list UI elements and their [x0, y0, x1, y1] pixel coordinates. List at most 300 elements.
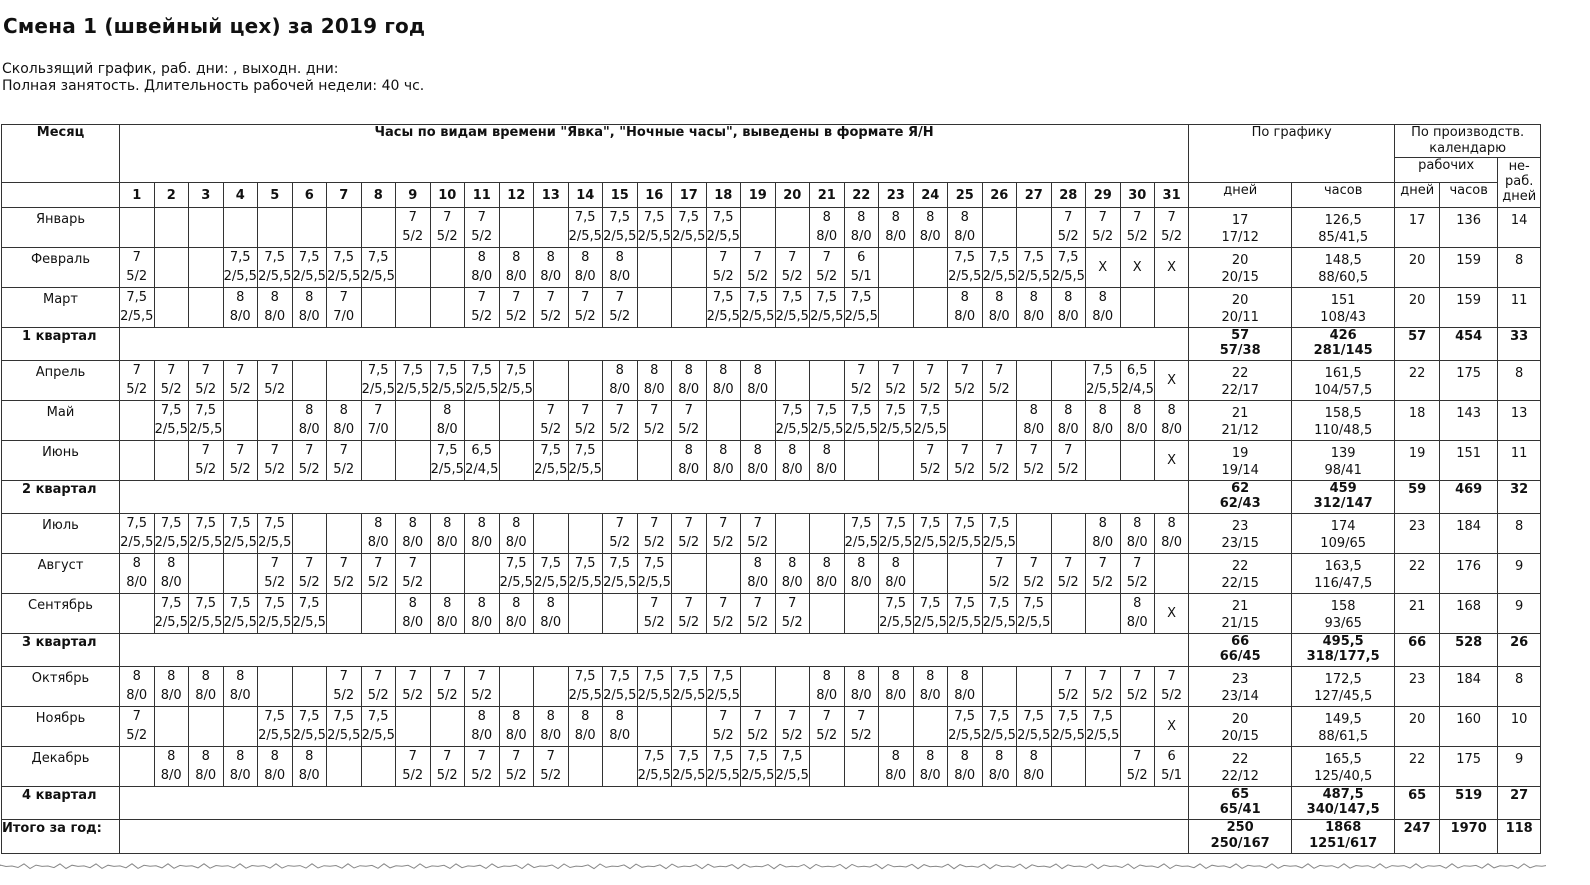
day-cell: [189, 401, 224, 441]
cal-days: 21: [1395, 594, 1440, 634]
day-cell: [568, 554, 603, 594]
day-number: 19: [741, 183, 776, 208]
value-bottom: 2/5,5: [844, 309, 878, 324]
value-bottom: 2/5,5: [1017, 615, 1051, 630]
value-top: 7: [270, 443, 279, 458]
value-top: 7,5: [954, 596, 976, 611]
nonwork: 8: [1498, 248, 1541, 288]
day-cell: [672, 361, 707, 401]
value-top: [879, 288, 913, 308]
value-top: 7,5: [505, 556, 527, 571]
value-top: 8: [1098, 290, 1107, 305]
day-cell: [223, 248, 258, 288]
cal-days: 19: [1395, 441, 1440, 481]
sched-hours: [1292, 248, 1395, 288]
sched-days: [1189, 208, 1292, 248]
value-top: [189, 208, 223, 228]
day-cell: [1051, 747, 1086, 787]
day-cell: [361, 667, 396, 707]
value-top: 7: [1133, 210, 1142, 225]
value-top: 8: [615, 250, 624, 265]
value-bottom: [431, 727, 465, 745]
month-header-spacer: [2, 183, 120, 208]
sched-hours: [1292, 288, 1395, 328]
value-top: [1017, 667, 1051, 687]
value-bottom: [396, 268, 430, 286]
day-cell: [499, 208, 534, 248]
value-bottom: 2/5,5: [810, 422, 844, 437]
value-bottom: 104/57,5: [1314, 383, 1373, 398]
nonwork: 11: [1498, 288, 1541, 328]
value-bottom: 8/0: [367, 535, 389, 550]
value-top: 7: [167, 363, 176, 378]
value-bottom: [327, 534, 361, 552]
value-bottom: [258, 687, 292, 705]
value-top: 7,5: [609, 669, 631, 684]
value-bottom: 2/5,5: [430, 382, 464, 397]
value-bottom: [1155, 574, 1188, 592]
day-cell: [292, 667, 327, 707]
value-top: 7,5: [402, 363, 424, 378]
value-top: [258, 401, 292, 421]
value-top: 8: [891, 556, 900, 571]
day-cell: [396, 288, 431, 328]
value-top: 8: [477, 250, 486, 265]
value-bottom: 5/2: [885, 382, 907, 397]
value-top: [500, 401, 534, 421]
value-bottom: 8/0: [264, 768, 286, 783]
value-bottom: 2/5,5: [430, 462, 464, 477]
day-cell: [672, 441, 707, 481]
value-top: [362, 208, 396, 228]
day-cell: [258, 248, 293, 288]
value-bottom: 8/0: [954, 229, 976, 244]
day-cell: [534, 707, 569, 747]
value-bottom: 5/2: [436, 229, 458, 244]
value-bottom: [500, 421, 534, 439]
value-top: 1868: [1325, 820, 1362, 835]
value-bottom: [534, 228, 568, 246]
value-top: 7,5: [988, 709, 1010, 724]
value-top: [258, 667, 292, 687]
value-top: [1017, 514, 1051, 534]
value-top: 7: [615, 403, 624, 418]
value-bottom: [879, 461, 913, 479]
value-top: 8: [995, 290, 1004, 305]
value-top: 7: [926, 363, 935, 378]
day-cell: [534, 441, 569, 481]
value-top: 7,5: [160, 516, 182, 531]
value-top: 7: [1098, 669, 1107, 684]
value-top: [1086, 441, 1120, 461]
value-bottom: [707, 574, 741, 592]
value-bottom: 2/5,5: [1017, 269, 1051, 284]
value-top: 7: [960, 443, 969, 458]
day-cell: [1086, 288, 1121, 328]
value-bottom: [776, 381, 810, 399]
value-bottom: 8/0: [816, 462, 838, 477]
value-bottom: [534, 687, 568, 705]
day-cell: [120, 554, 155, 594]
day-number: 8: [361, 183, 396, 208]
value-top: 7: [684, 596, 693, 611]
value-bottom: [224, 574, 258, 592]
value-bottom: 8/0: [609, 728, 631, 743]
day-cell: [361, 514, 396, 554]
value-top: 8: [822, 210, 831, 225]
value-top: 7,5: [505, 363, 527, 378]
day-cell: [982, 208, 1017, 248]
value-bottom: 8/0: [505, 535, 527, 550]
day-number: 3: [189, 183, 224, 208]
value-bottom: [983, 687, 1017, 705]
value-bottom: 116/47,5: [1314, 576, 1373, 591]
value-bottom: 5/1: [1161, 768, 1183, 783]
day-cell: [534, 248, 569, 288]
value-top: 7,5: [816, 290, 838, 305]
value-top: [396, 707, 430, 727]
value-bottom: 2/5,5: [223, 269, 257, 284]
value-bottom: 2/5,5: [603, 688, 637, 703]
value-bottom: 20/11: [1221, 310, 1259, 325]
value-bottom: 8/0: [850, 229, 872, 244]
day-cell: [120, 441, 155, 481]
day-cell: [810, 361, 845, 401]
day-cell: [430, 401, 465, 441]
total-cal-hours: 1970: [1440, 820, 1498, 854]
value-bottom: 5/2: [402, 229, 424, 244]
value-top: 8: [1098, 403, 1107, 418]
day-number: 2: [154, 183, 189, 208]
value-bottom: 8/0: [1092, 422, 1114, 437]
day-cell: [844, 361, 879, 401]
day-cell: [948, 667, 983, 707]
value-top: 21: [1231, 406, 1249, 421]
value-bottom: 8/0: [1023, 422, 1045, 437]
value-top: [672, 288, 706, 308]
value-top: 7,5: [919, 596, 941, 611]
day-cell: [534, 747, 569, 787]
value-top: 22: [1231, 752, 1249, 767]
value-bottom: 2/5,5: [706, 688, 740, 703]
day-cell: [775, 441, 810, 481]
value-top: 8: [684, 363, 693, 378]
day-cell: [637, 361, 672, 401]
day-cell: [844, 707, 879, 747]
value-bottom: 8/0: [1057, 309, 1079, 324]
value-bottom: 8/0: [505, 728, 527, 743]
value-top: 7: [1167, 210, 1176, 225]
sched-hours: [1292, 554, 1395, 594]
day-cell: [982, 288, 1017, 328]
value-bottom: 5/2: [1161, 229, 1183, 244]
nonwork: 9: [1498, 594, 1541, 634]
value-bottom: 98/41: [1324, 463, 1362, 478]
value-top: [1155, 554, 1188, 574]
value-bottom: [569, 614, 603, 632]
day-cell: [672, 667, 707, 707]
day-cell: [1051, 667, 1086, 707]
value-bottom: [672, 268, 706, 286]
day-cell: [810, 594, 845, 634]
value-bottom: 8/0: [678, 462, 700, 477]
value-top: 7: [443, 669, 452, 684]
value-top: 174: [1330, 519, 1356, 534]
page-title: Смена 1 (швейный цех) за 2019 год: [3, 14, 426, 38]
total-cal-days: 247: [1395, 820, 1440, 854]
sched-hours: [1292, 361, 1395, 401]
value-top: 8: [857, 669, 866, 684]
quarter-sched-days: [1189, 328, 1292, 361]
value-bottom: 8/0: [195, 688, 217, 703]
value-bottom: 5/2: [747, 269, 769, 284]
value-bottom: 5/2: [298, 462, 320, 477]
total-sched-days: [1189, 820, 1292, 854]
value-top: [810, 361, 844, 381]
value-top: 8: [305, 749, 314, 764]
value-top: 8: [753, 556, 762, 571]
day-cell: [810, 208, 845, 248]
value-top: [327, 514, 361, 534]
day-cell: [327, 288, 362, 328]
day-cell: [189, 248, 224, 288]
day-cell: [879, 707, 914, 747]
value-top: 7,5: [264, 516, 286, 531]
value-top: [327, 594, 361, 614]
value-top: 7: [236, 443, 245, 458]
day-cell: [258, 514, 293, 554]
day-cell: [361, 554, 396, 594]
value-bottom: 5/2: [1092, 229, 1114, 244]
value-top: 8: [960, 210, 969, 225]
day-cell: [879, 667, 914, 707]
value-bottom: 5/2: [919, 382, 941, 397]
sched-days: [1189, 288, 1292, 328]
value-top: [776, 667, 810, 687]
value-top: [1052, 514, 1086, 534]
value-bottom: 2/5,5: [189, 535, 223, 550]
value-top: 7,5: [160, 403, 182, 418]
value-bottom: [1121, 727, 1155, 745]
value-bottom: [362, 461, 396, 479]
day-cell: [810, 441, 845, 481]
value-bottom: [1017, 381, 1051, 399]
value-bottom: [224, 228, 258, 246]
day-number: 11: [465, 183, 500, 208]
value-bottom: 8/0: [126, 575, 148, 590]
value-bottom: 8/0: [402, 535, 424, 550]
value-bottom: 5/2: [333, 575, 355, 590]
day-cell: [327, 208, 362, 248]
value-bottom: 5/2: [160, 382, 182, 397]
value-top: 7,5: [643, 749, 665, 764]
day-cell: [706, 248, 741, 288]
value-top: [914, 288, 948, 308]
day-cell: [361, 594, 396, 634]
value-bottom: 5/2: [1126, 575, 1148, 590]
value-top: 7,5: [678, 669, 700, 684]
value-top: 8: [891, 749, 900, 764]
value-top: [672, 707, 706, 727]
day-cell: [1155, 361, 1189, 401]
day-cell: [189, 288, 224, 328]
hours-header: Часы по видам времени "Явка", "Ночные часы", выведены в формате Я/Н: [120, 125, 1189, 183]
value-top: 7,5: [885, 596, 907, 611]
value-top: [500, 208, 534, 228]
month-header: Месяц: [2, 125, 120, 183]
value-top: [1121, 288, 1155, 308]
day-cell: [637, 401, 672, 441]
quarter-row: [2, 787, 1541, 820]
value-bottom: 2/5,5: [1086, 382, 1120, 397]
quarter-row: [2, 328, 1541, 361]
day-cell: [223, 361, 258, 401]
value-bottom: 5/2: [333, 462, 355, 477]
value-bottom: 2/5,5: [258, 269, 292, 284]
day-cell: [982, 248, 1017, 288]
value-bottom: 2/5,5: [672, 768, 706, 783]
day-cell: [292, 401, 327, 441]
value-top: 8: [1029, 290, 1038, 305]
value-bottom: 2/5,5: [948, 615, 982, 630]
value-top: 7: [1098, 210, 1107, 225]
month-row: [2, 441, 1541, 481]
value-top: 7: [650, 596, 659, 611]
value-bottom: 2/5,5: [982, 269, 1016, 284]
day-cell: [1120, 514, 1155, 554]
day-cell: [1017, 401, 1052, 441]
day-cell: [120, 288, 155, 328]
value-bottom: [672, 727, 706, 745]
sched-days: [1189, 747, 1292, 787]
day-cell: [948, 707, 983, 747]
day-number: 14: [568, 183, 603, 208]
value-top: [914, 707, 948, 727]
value-bottom: 8/0: [781, 575, 803, 590]
day-cell: [154, 288, 189, 328]
day-cell: [499, 747, 534, 787]
day-cell: [603, 208, 638, 248]
value-top: 7,5: [712, 669, 734, 684]
value-bottom: 5/2: [643, 615, 665, 630]
day-cell: [568, 401, 603, 441]
value-bottom: 8/0: [1161, 422, 1183, 437]
value-top: 7,5: [954, 516, 976, 531]
day-cell: [568, 361, 603, 401]
day-cell: [430, 514, 465, 554]
value-bottom: [396, 421, 430, 439]
day-cell: [1051, 441, 1086, 481]
value-top: [603, 594, 637, 614]
value-top: 8: [512, 516, 521, 531]
value-bottom: [810, 767, 844, 785]
value-top: 17: [1231, 213, 1249, 228]
value-bottom: 8/0: [609, 382, 631, 397]
value-top: 8: [236, 669, 245, 684]
value-top: 7: [339, 556, 348, 571]
value-top: [431, 707, 465, 727]
day-number: 5: [258, 183, 293, 208]
value-bottom: [155, 268, 189, 286]
value-top: 7,5: [195, 596, 217, 611]
value-bottom: 8/0: [229, 688, 251, 703]
day-number: 15: [603, 183, 638, 208]
value-bottom: 5/2: [229, 382, 251, 397]
day-cell: [913, 401, 948, 441]
value-bottom: 5/2: [781, 728, 803, 743]
value-bottom: 2/5,5: [913, 422, 947, 437]
quarter-cal-hours: 528: [1440, 634, 1498, 667]
day-number: 22: [844, 183, 879, 208]
day-cell: [1051, 707, 1086, 747]
day-cell: [189, 514, 224, 554]
day-cell: [499, 361, 534, 401]
value-bottom: 20/15: [1221, 270, 1259, 285]
month-name: Февраль: [2, 248, 120, 288]
value-bottom: 8/0: [747, 382, 769, 397]
value-top: 7,5: [1023, 596, 1045, 611]
value-top: 7: [822, 250, 831, 265]
value-top: [983, 667, 1017, 687]
value-top: [810, 594, 844, 614]
value-bottom: 5/2: [298, 575, 320, 590]
value-bottom: 2/5,5: [223, 615, 257, 630]
value-bottom: 2/5,5: [879, 535, 913, 550]
value-bottom: 5/2: [1023, 462, 1045, 477]
value-top: 7: [753, 516, 762, 531]
value-top: 23: [1231, 519, 1249, 534]
day-cell: [775, 401, 810, 441]
day-cell: [223, 594, 258, 634]
value-top: 8: [408, 596, 417, 611]
value-top: [500, 667, 534, 687]
value-top: 250: [1226, 820, 1254, 835]
value-bottom: [327, 767, 361, 785]
month-row: [2, 554, 1541, 594]
value-top: 7: [408, 669, 417, 684]
value-top: 7,5: [850, 290, 872, 305]
nonwork: 11: [1498, 441, 1541, 481]
value-bottom: 8/0: [1092, 309, 1114, 324]
value-bottom: [465, 421, 499, 439]
day-cell: [741, 747, 776, 787]
cal-days: 20: [1395, 707, 1440, 747]
value-top: 151: [1330, 293, 1356, 308]
value-top: 7: [512, 290, 521, 305]
value-top: 7,5: [643, 210, 665, 225]
value-top: 7: [546, 290, 555, 305]
value-bottom: 2/5,5: [327, 269, 361, 284]
day-number: 29: [1086, 183, 1121, 208]
value-bottom: 2/5,5: [775, 309, 809, 324]
day-cell: [223, 514, 258, 554]
value-top: 7,5: [747, 749, 769, 764]
value-bottom: [741, 687, 775, 705]
day-cell: [396, 667, 431, 707]
day-cell: [844, 401, 879, 441]
value-top: [879, 248, 913, 268]
day-cell: [844, 667, 879, 707]
cal-hours: 184: [1440, 514, 1498, 554]
value-top: 7,5: [919, 403, 941, 418]
value-bottom: [776, 228, 810, 246]
day-cell: [741, 707, 776, 747]
day-cell: [154, 361, 189, 401]
value-bottom: 2/5,5: [258, 728, 292, 743]
day-cell: [499, 594, 534, 634]
value-bottom: [914, 727, 948, 745]
value-bottom: 8/0: [816, 229, 838, 244]
